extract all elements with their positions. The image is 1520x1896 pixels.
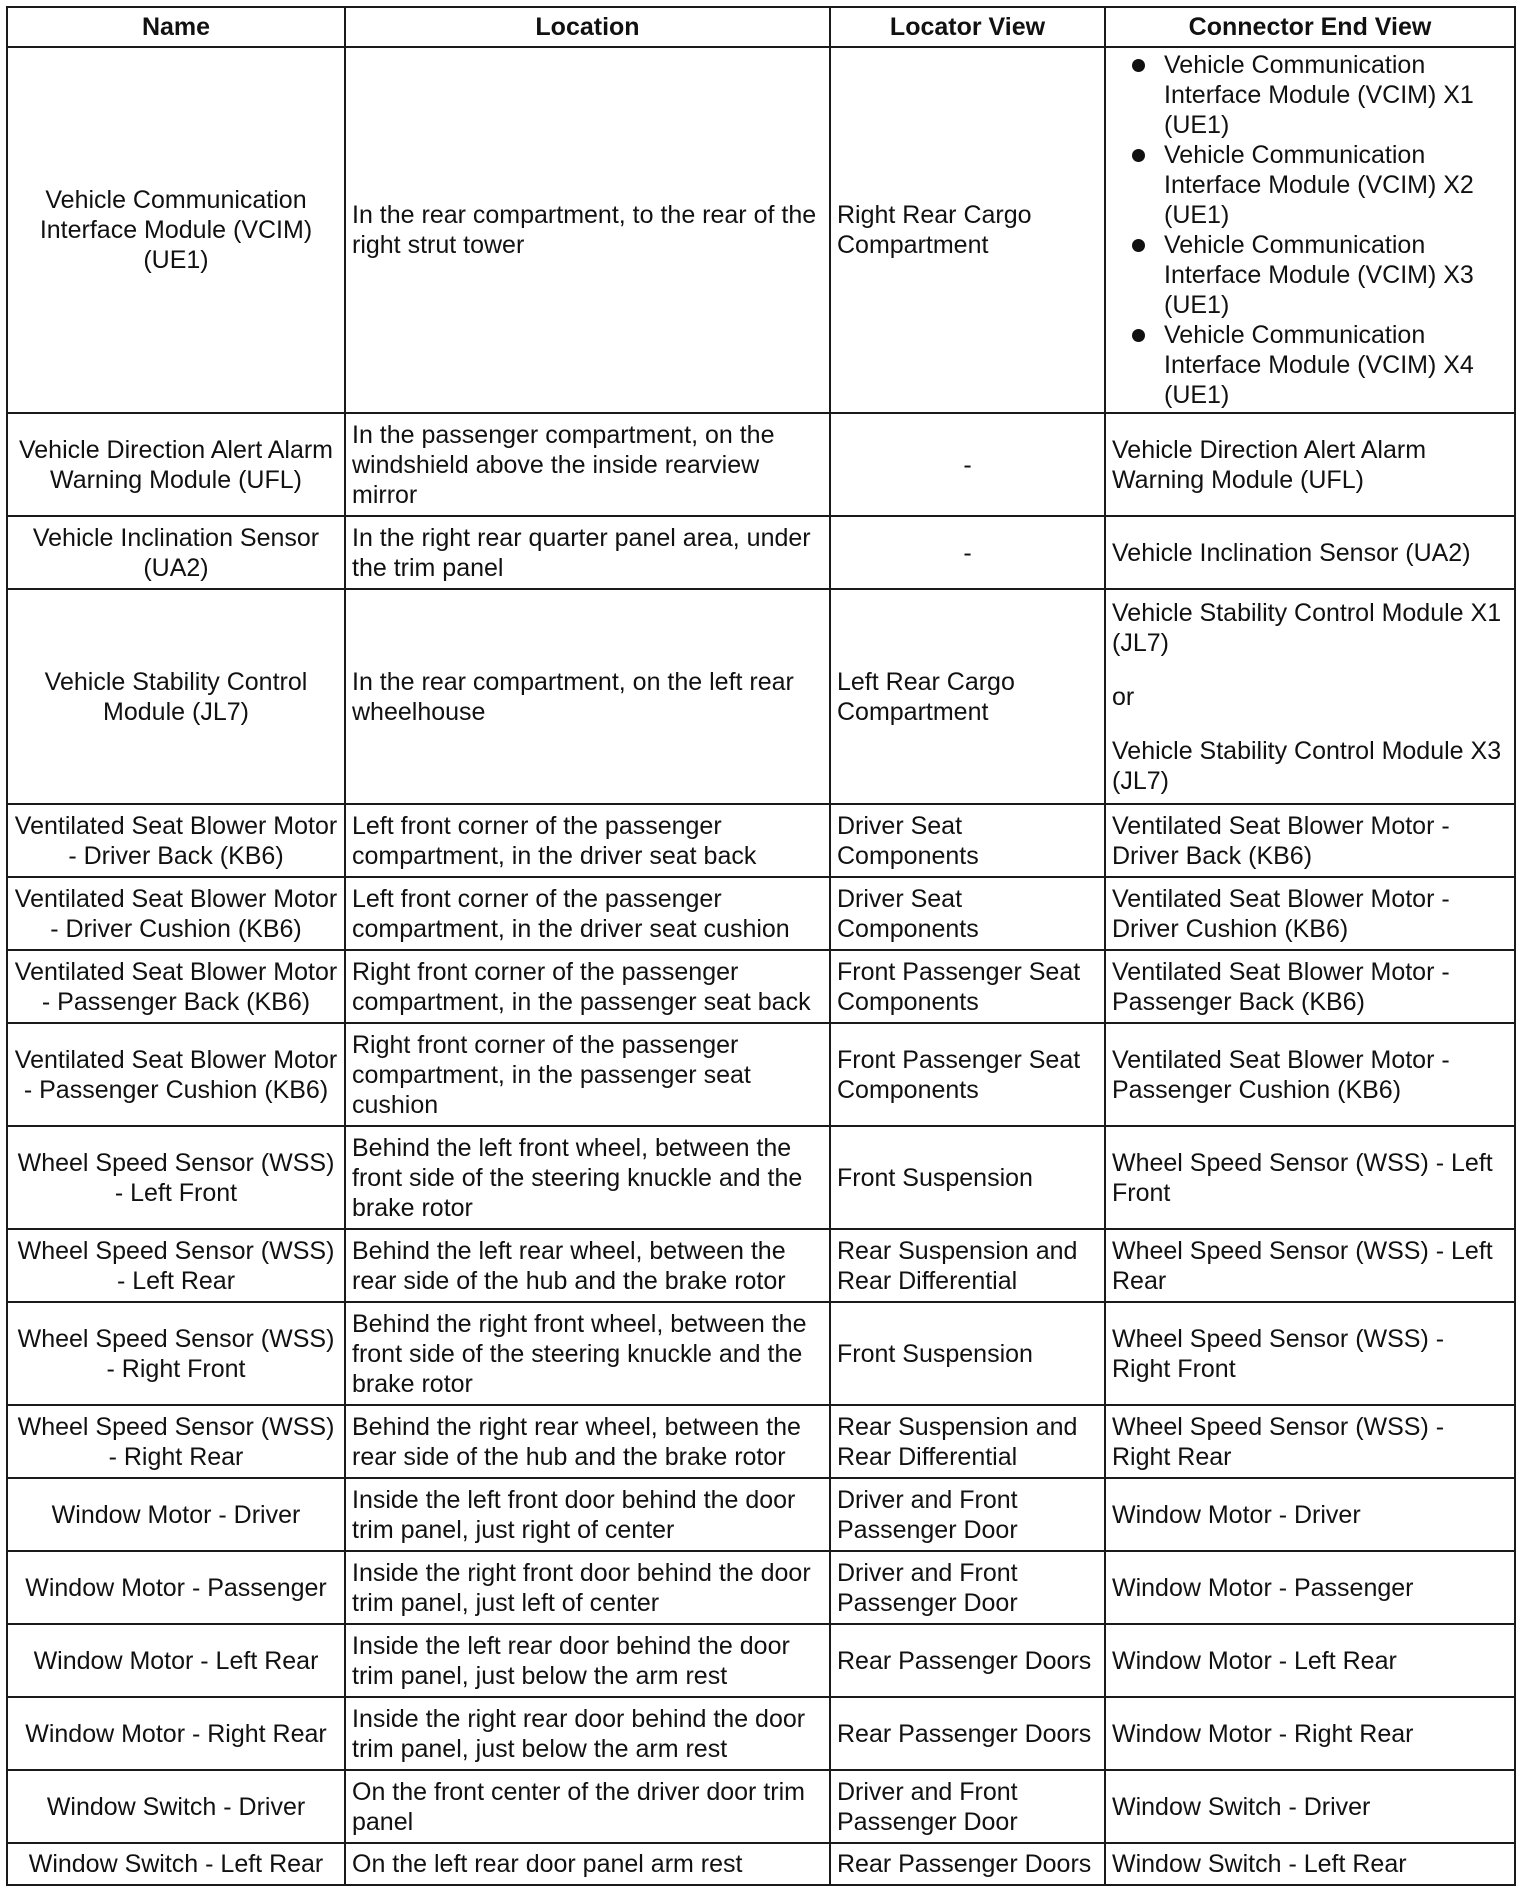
cell-name: Ventilated Seat Blower Motor - Passenger Cushion (KB6) — [7, 1023, 345, 1126]
cell-locator-view: Driver and Front Passenger Door — [830, 1770, 1105, 1843]
cell-name: Wheel Speed Sensor (WSS) - Right Rear — [7, 1405, 345, 1478]
cell-location: Inside the left front door behind the door trim panel, just right of center — [345, 1478, 830, 1551]
cell-connector-end-view[interactable]: Ventilated Seat Blower Motor - Driver Cushion (KB6) — [1105, 877, 1515, 950]
cell-locator-view: - — [830, 516, 1105, 589]
table-row — [7, 804, 1515, 877]
cell-name: Wheel Speed Sensor (WSS) - Left Rear — [7, 1229, 345, 1302]
connector-link[interactable]: Vehicle Communication Interface Module (VCIM) X3 (UE1) — [1164, 231, 1474, 319]
connector-list-item — [1112, 320, 1508, 410]
cell-locator-view: Driver and Front Passenger Door — [830, 1551, 1105, 1624]
cell-connector-end-view[interactable]: Ventilated Seat Blower Motor - Passenger Back (KB6) — [1105, 950, 1515, 1023]
cell-connector-end-view — [1105, 589, 1515, 804]
table-row — [7, 1229, 1515, 1302]
cell-location: Behind the left rear wheel, between the rear side of the hub and the brake rotor — [345, 1229, 830, 1302]
cell-name: Window Switch - Left Rear — [7, 1843, 345, 1885]
cell-locator-view: Rear Passenger Doors — [830, 1697, 1105, 1770]
cell-connector-end-view[interactable]: Wheel Speed Sensor (WSS) - Left Rear — [1105, 1229, 1515, 1302]
table-row — [7, 1551, 1515, 1624]
cell-locator-view: Rear Passenger Doors — [830, 1624, 1105, 1697]
cell-name: Window Motor - Right Rear — [7, 1697, 345, 1770]
cell-name: Vehicle Direction Alert Alarm Warning Module (UFL) — [7, 413, 345, 516]
cell-locator-view: Rear Suspension and Rear Differential — [830, 1405, 1105, 1478]
connector-list-item — [1112, 140, 1508, 230]
cell-name: Wheel Speed Sensor (WSS) - Right Front — [7, 1302, 345, 1405]
table-row — [7, 877, 1515, 950]
cell-locator-view: - — [830, 413, 1105, 516]
cell-locator-view: Rear Suspension and Rear Differential — [830, 1229, 1105, 1302]
cell-connector-end-view[interactable]: Vehicle Inclination Sensor (UA2) — [1105, 516, 1515, 589]
connector-link[interactable]: Vehicle Communication Interface Module (VCIM) X1 (UE1) — [1164, 51, 1474, 139]
cell-name: Ventilated Seat Blower Motor - Driver Back (KB6) — [7, 804, 345, 877]
cell-name: Window Motor - Driver — [7, 1478, 345, 1551]
cell-location: On the left rear door panel arm rest — [345, 1843, 830, 1885]
table-row — [7, 1302, 1515, 1405]
bullet-icon — [1132, 149, 1145, 162]
connector-or-text: or — [1112, 682, 1135, 711]
connector-list-item — [1112, 230, 1508, 320]
cell-location: Inside the right front door behind the door trim panel, just left of center — [345, 1551, 830, 1624]
cell-location: Behind the right front wheel, between the front side of the steering knuckle and the brake rotor — [345, 1302, 830, 1405]
bullet-icon — [1132, 59, 1145, 72]
cell-locator-view: Front Suspension — [830, 1126, 1105, 1229]
cell-locator-view: Driver and Front Passenger Door — [830, 1478, 1105, 1551]
cell-connector-end-view[interactable]: Window Motor - Right Rear — [1105, 1697, 1515, 1770]
table-row — [7, 47, 1515, 413]
table-row — [7, 589, 1515, 804]
cell-name: Window Motor - Left Rear — [7, 1624, 345, 1697]
bullet-icon — [1132, 239, 1145, 252]
connector-link[interactable]: Vehicle Communication Interface Module (VCIM) X4 (UE1) — [1164, 321, 1474, 409]
cell-connector-end-view[interactable]: Window Switch - Driver — [1105, 1770, 1515, 1843]
cell-connector-end-view[interactable]: Window Switch - Left Rear — [1105, 1843, 1515, 1885]
cell-location: Right front corner of the passenger compartment, in the passenger seat back — [345, 950, 830, 1023]
cell-name: Wheel Speed Sensor (WSS) - Left Front — [7, 1126, 345, 1229]
table-row — [7, 1405, 1515, 1478]
cell-connector-end-view[interactable]: Window Motor - Driver — [1105, 1478, 1515, 1551]
cell-location: In the rear compartment, to the rear of the right strut tower — [345, 47, 830, 413]
cell-name: Vehicle Inclination Sensor (UA2) — [7, 516, 345, 589]
connector-list-item — [1112, 50, 1508, 140]
table-row — [7, 1843, 1515, 1885]
table-row — [7, 1478, 1515, 1551]
cell-locator-view: Right Rear Cargo Compartment — [830, 47, 1105, 413]
connector-link[interactable]: Vehicle Communication Interface Module (VCIM) X2 (UE1) — [1164, 141, 1474, 229]
cell-connector-end-view[interactable]: Wheel Speed Sensor (WSS) - Right Rear — [1105, 1405, 1515, 1478]
header-connector-end-view: Connector End View — [1105, 7, 1515, 47]
cell-name: Ventilated Seat Blower Motor - Driver Cushion (KB6) — [7, 877, 345, 950]
cell-locator-view: Rear Passenger Doors — [830, 1843, 1105, 1885]
cell-locator-view: Driver Seat Components — [830, 877, 1105, 950]
table-row — [7, 413, 1515, 516]
cell-name: Vehicle Communication Interface Module (VCIM) (UE1) — [7, 47, 345, 413]
header-name: Name — [7, 7, 345, 47]
table-row — [7, 516, 1515, 589]
table-row — [7, 1624, 1515, 1697]
cell-connector-end-view[interactable]: Ventilated Seat Blower Motor - Driver Back (KB6) — [1105, 804, 1515, 877]
cell-location: In the passenger compartment, on the windshield above the inside rearview mirror — [345, 413, 830, 516]
cell-location: Inside the left rear door behind the door trim panel, just below the arm rest — [345, 1624, 830, 1697]
cell-locator-view: Driver Seat Components — [830, 804, 1105, 877]
table-row — [7, 1023, 1515, 1126]
cell-location: In the rear compartment, on the left rear wheelhouse — [345, 589, 830, 804]
cell-name: Vehicle Stability Control Module (JL7) — [7, 589, 345, 804]
connector-link[interactable]: Vehicle Stability Control Module X3 (JL7) — [1112, 736, 1502, 795]
cell-connector-end-view[interactable]: Wheel Speed Sensor (WSS) - Left Front — [1105, 1126, 1515, 1229]
cell-location: In the right rear quarter panel area, under the trim panel — [345, 516, 830, 589]
header-locator-view: Locator View — [830, 7, 1105, 47]
cell-name: Window Switch - Driver — [7, 1770, 345, 1843]
table-row — [7, 950, 1515, 1023]
cell-connector-end-view[interactable]: Window Motor - Passenger — [1105, 1551, 1515, 1624]
cell-name: Window Motor - Passenger — [7, 1551, 345, 1624]
cell-location: Left front corner of the passenger compartment, in the driver seat back — [345, 804, 830, 877]
cell-location: Right front corner of the passenger compartment, in the passenger seat cushion — [345, 1023, 830, 1126]
table-row — [7, 1697, 1515, 1770]
header-row — [7, 7, 1515, 47]
table-row — [7, 1126, 1515, 1229]
cell-connector-end-view[interactable]: Wheel Speed Sensor (WSS) - Right Front — [1105, 1302, 1515, 1405]
cell-location: Behind the right rear wheel, between the rear side of the hub and the brake rotor — [345, 1405, 830, 1478]
cell-locator-view: Front Suspension — [830, 1302, 1105, 1405]
connector-link[interactable]: Vehicle Stability Control Module X1 (JL7) — [1112, 598, 1502, 657]
table-row — [7, 1770, 1515, 1843]
cell-connector-end-view[interactable]: Ventilated Seat Blower Motor - Passenger Cushion (KB6) — [1105, 1023, 1515, 1126]
cell-connector-end-view[interactable]: Vehicle Direction Alert Alarm Warning Module (UFL) — [1105, 413, 1515, 516]
cell-location: Left front corner of the passenger compartment, in the driver seat cushion — [345, 877, 830, 950]
cell-locator-view: Front Passenger Seat Components — [830, 1023, 1105, 1126]
cell-location: On the front center of the driver door trim panel — [345, 1770, 830, 1843]
cell-connector-end-view — [1105, 47, 1515, 413]
cell-locator-view: Front Passenger Seat Components — [830, 950, 1105, 1023]
cell-name: Ventilated Seat Blower Motor - Passenger Back (KB6) — [7, 950, 345, 1023]
header-location: Location — [345, 7, 830, 47]
cell-location: Behind the left front wheel, between the front side of the steering knuckle and the brake rotor — [345, 1126, 830, 1229]
cell-connector-end-view[interactable]: Window Motor - Left Rear — [1105, 1624, 1515, 1697]
cell-locator-view: Left Rear Cargo Compartment — [830, 589, 1105, 804]
cell-location: Inside the right rear door behind the door trim panel, just below the arm rest — [345, 1697, 830, 1770]
bullet-icon — [1132, 329, 1145, 342]
connector-list — [1112, 50, 1508, 410]
component-locator-table — [6, 6, 1516, 1886]
